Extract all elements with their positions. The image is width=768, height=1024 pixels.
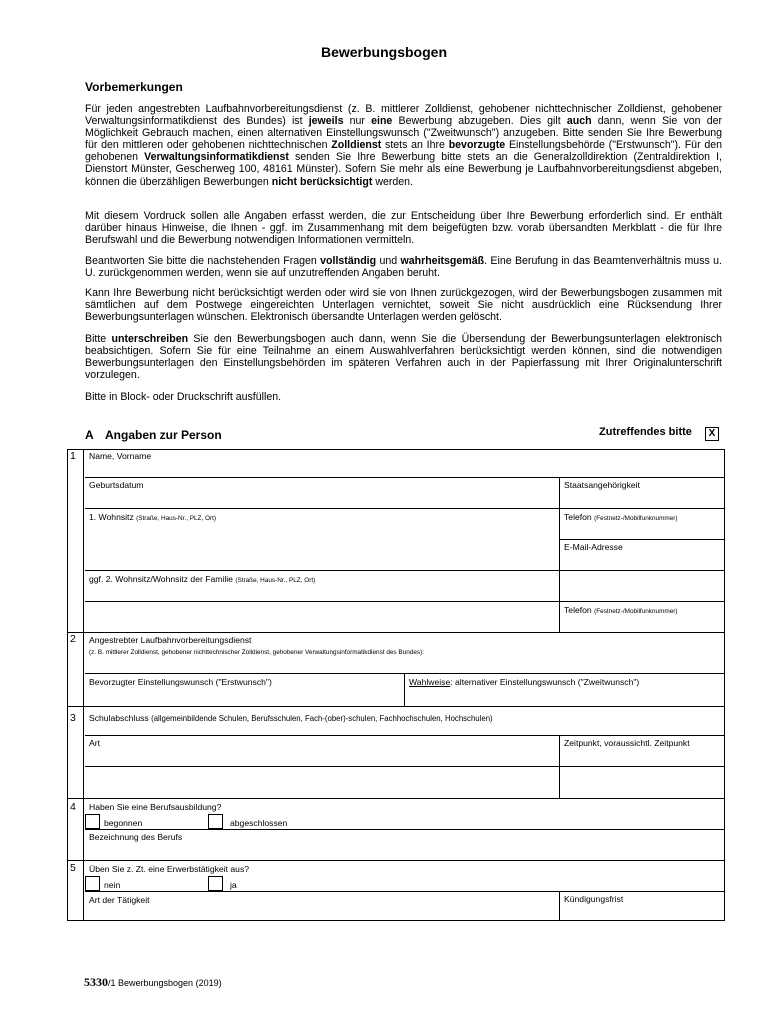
email-field-label: E-Mail-Adresse xyxy=(564,542,623,552)
preface-paragraph-5: Bitte unterschreiben Sie den Bewerbungsbogen auch dann, wenn Sie die Übersendung der Bewerbungsunterlagen elektronisch beabsichtigen. Sofern Sie für eine Teilnahme an einem Auswahlverfahren berücksichtigt werden können, sind die notwendigen Bewerbungsunterlagen den Einstellungsbehörden im späteren Verfahren auch in der Papierfassung mit Ihrer Originalunterschrift vorzulegen. xyxy=(85,333,722,382)
form-line xyxy=(67,632,725,633)
form-line xyxy=(85,570,725,571)
row-number-1: 1 xyxy=(70,450,76,462)
career-field-label: Angestrebter Laufbahnvorbereitungsdienst xyxy=(89,635,252,645)
preface-paragraph-3: Beantworten Sie bitte die nachstehenden Fragen vollständig und wahrheitsgemäß. Eine Berufung in das Beamtenverhältnis muss u. U. zurückgenommen werden, wenn sie auf unzutreffenden Angaben beruht. xyxy=(85,255,722,280)
phone2-field-label: Telefon (Festnetz-/Mobilfunknummer) xyxy=(564,605,678,615)
preface-heading: Vorbemerkungen xyxy=(85,80,183,94)
training-question-label: Haben Sie eine Berufsausbildung? xyxy=(89,802,222,812)
form-line xyxy=(85,601,725,602)
nationality-field-label: Staatsangehörigkeit xyxy=(564,480,640,490)
phone-field-label: Telefon (Festnetz-/Mobilfunknummer) xyxy=(564,512,678,522)
preface-paragraph-4: Kann Ihre Bewerbung nicht berücksichtigt werden oder wird sie von Ihnen zurückgezogen, wird der Bewerbungsbogen zusammen mit sämtlichen auf dem Postwege eingereichten Unterlagen vernichtet, soweit Sie nicht ausdrücklich eine Rücksendung Ihrer Bewerbungsunterlagen wünschen. Elektronisch übersandte Unterlagen werden gelöscht. xyxy=(85,287,722,324)
career-field-hint: (z. B. mittlerer Zolldienst, gehobener nichttechnischer Zolldienst, gehobener Verwaltungsinformatikdienst des Bundes): xyxy=(89,649,424,656)
form-line xyxy=(404,673,405,706)
form-line xyxy=(67,860,725,861)
row-number-5: 5 xyxy=(70,862,76,874)
begonnen-label: begonnen xyxy=(104,818,143,828)
form-line xyxy=(85,673,725,674)
form-footer: 5330/1 Bewerbungsbogen (2019) xyxy=(84,975,222,989)
form-line xyxy=(85,891,725,892)
job-type-field-label: Art der Tätigkeit xyxy=(89,895,150,905)
notice-period-field-label: Kündigungsfrist xyxy=(564,894,624,904)
employment-question-label: Üben Sie z. Zt. eine Erwerbstätigkeit aus? xyxy=(89,864,250,874)
form-line xyxy=(559,601,560,632)
nein-label: nein xyxy=(104,880,121,890)
ja-label: ja xyxy=(230,880,237,890)
birthdate-field-label: Geburtsdatum xyxy=(89,480,144,490)
second-choice-field-label: Wahlweise: alternativer Einstellungswunsch ("Zweitwunsch") xyxy=(409,677,640,687)
form-line xyxy=(67,706,725,707)
first-choice-field-label: Bevorzugter Einstellungswunsch ("Erstwunsch") xyxy=(89,677,272,687)
school-degree-field-label: Schulabschluss (allgemeinbildende Schulen, Berufsschulen, Fach-(ober)-schulen, Fachhochschulen, Hochschulen) xyxy=(89,713,493,723)
profession-field-label: Bezeichnung des Berufs xyxy=(89,832,183,842)
row-number-2: 2 xyxy=(70,633,76,645)
zutreffendes-x-box: X xyxy=(705,427,719,441)
form-line xyxy=(67,798,725,799)
form-line xyxy=(559,735,560,798)
section-a-heading: A Angaben zur Person xyxy=(85,428,222,442)
preface-paragraph-6: Bitte in Block- oder Druckschrift ausfüllen. xyxy=(85,391,282,403)
ja-checkbox[interactable] xyxy=(208,876,223,891)
row-number-3: 3 xyxy=(70,712,76,724)
form-line xyxy=(85,829,725,830)
begonnen-checkbox[interactable] xyxy=(85,814,100,829)
page-title: Bewerbungsbogen xyxy=(320,44,447,60)
form-line xyxy=(559,477,560,601)
preface-paragraph-1: Für jeden angestrebten Laufbahnvorbereitungsdienst (z. B. mittlerer Zolldienst, gehobener nichttechnischer Zolldienst, gehobener Verwaltungsinformatikdienst des Bundes) ist jeweils nur eine Bewerbung abzugeben. Dies gilt auch dann, wenn Sie von der Möglichkeit Gebrauch machen, einen alternativen Einstellungswunsch ("Zweitwunsch") anzugeben. Bitte senden Sie Ihre Bewerbung für den mittleren oder gehobenen nichttechnischen Zolldienst stets an Ihre bevorzugte Einstellungsbehörde ("Erstwunsch"). Für den gehobenen Verwaltungsinformatikdienst senden Sie Ihre Bewerbung bitte stets an die Generalzolldirektion (Zentraldirektion I, Dienstort Münster, Gescherweg 100, 48161 Münster). Sofern Sie mehr als eine Bewerbung je Laufbahnvorbereitungsdienst abgeben, können die überzähligen Bewerbungen nicht berücksichtigt werden. xyxy=(85,103,723,188)
abgeschlossen-checkbox[interactable] xyxy=(208,814,223,829)
name-field-label: Name, Vorname xyxy=(89,451,152,461)
preface-paragraph-2: Mit diesem Vordruck sollen alle Angaben erfasst werden, die zur Entscheidung über Ihre Bewerbung erforderlich sind. Er enthält darüber hinaus Hinweise, die Ihnen - ggf. im Zusammenhang mit dem beigefügten bzw. vorab übersandten Merkblatt - die für Ihre Berufswahl und die Bewerbung notwendigen Informationen vermitteln. xyxy=(85,210,722,247)
residence2-field-label: ggf. 2. Wohnsitz/Wohnsitz der Familie (Straße, Haus-Nr., PLZ, Ort) xyxy=(89,574,316,584)
form-line xyxy=(559,891,560,921)
nein-checkbox[interactable] xyxy=(85,876,100,891)
form-line xyxy=(559,539,725,540)
form-line xyxy=(85,477,725,478)
residence1-field-label: 1. Wohnsitz (Straße, Haus-Nr., PLZ, Ort) xyxy=(89,512,217,522)
abgeschlossen-label: abgeschlossen xyxy=(230,818,288,828)
form-line xyxy=(85,735,725,736)
form-number-column-line xyxy=(83,449,84,921)
degree-date-field-label: Zeitpunkt, voraussichtl. Zeitpunkt xyxy=(564,738,690,748)
row-number-4: 4 xyxy=(70,801,76,813)
form-line xyxy=(85,508,725,509)
zutreffendes-label: Zutreffendes bitte xyxy=(599,426,692,438)
form-line xyxy=(85,766,725,767)
degree-type-field-label: Art xyxy=(89,738,100,748)
